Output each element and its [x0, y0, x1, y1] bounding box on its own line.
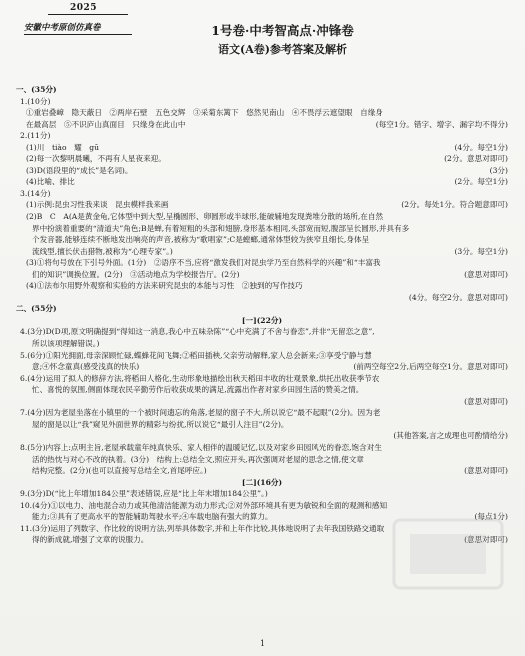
answer-text: 在最高层 ⑤不识庐山真面目 只缘身在此山中	[26, 119, 186, 129]
scoring-note: (4分。每空2分。意思对即可)	[408, 292, 508, 302]
answer-line	[16, 430, 508, 442]
answer-text: 8.(5分)内容上:点明主旨,老屋承载童年纯真快乐、家人相伴的温暖记忆,以及对家乡田园风光的眷恋,饱含对生	[20, 442, 382, 452]
answer-content	[16, 84, 508, 546]
answer-line	[16, 373, 508, 385]
scoring-note: (意思对即可)	[464, 396, 508, 406]
answer-line	[16, 257, 508, 269]
scoring-note: (2分。每处1分。符合题意即可)	[401, 200, 508, 210]
answer-line	[16, 419, 508, 431]
page-number: 1	[259, 639, 266, 648]
answer-line	[16, 84, 508, 96]
answer-line	[16, 211, 508, 223]
answer-line	[16, 350, 508, 362]
scoring-note: (每空1分。错字、增字、漏字均不得分)	[375, 119, 508, 129]
answer-text: 11.(3分)运用了列数字、作比较的说明方法,列举具体数字,并和上年作比较,具体地说明了去年我国铁路交通取	[20, 523, 385, 533]
answer-text: (1)川 tiào 耀 gū	[26, 142, 100, 152]
answer-text: ①重岩叠嶂 隐天蔽日 ②两岸石壁 五色交辉 ③采菊东篱下 悠然见南山 ④不畏浮云遮望眼 自缘身	[26, 108, 383, 118]
answer-line	[16, 107, 508, 119]
answer-text: 能力;③具有了更高水平的智能辅助驾驶水平;④车载电脑有强大的算力。	[32, 512, 273, 522]
answer-line	[16, 176, 508, 188]
scoring-note: (意思对即可)	[464, 269, 508, 279]
answer-line	[16, 234, 508, 246]
answer-line	[16, 292, 508, 304]
answer-line	[16, 488, 508, 500]
scoring-note: (2分。意思对即可)	[444, 154, 508, 164]
answer-line	[16, 269, 508, 281]
answer-line	[16, 396, 508, 408]
series-name: 安徽中考原创仿真卷	[24, 23, 101, 33]
answer-line	[16, 188, 508, 200]
answer-text: 3.(14分)	[20, 188, 51, 198]
answer-text: 活的热忱与对心不改的执着。(3分) 结构上:总结全文,照应开头,再次强调对老屋的思念之情,使文章	[32, 454, 364, 464]
header-rule	[48, 14, 128, 15]
answer-line	[16, 303, 508, 315]
answer-line	[16, 199, 508, 211]
answer-line	[16, 361, 508, 373]
answer-line	[16, 119, 508, 131]
answer-text: 4.(3分)D(D项,原文明确提到“得知这一消息,我心中五味杂陈”“心中充满了不舍与眷恋”,并非“无留恋之意”,	[20, 327, 375, 337]
answer-text: (1)示例:昆虫习性我来谈 昆虫模样我来画	[26, 200, 169, 210]
scoring-note: (每点1分)	[474, 512, 508, 522]
answer-text: 6.(4分)运用了拟人的修辞方法,将稻田人格化,生动形象地描绘出秋天稻田丰收的壮观景象,烘托出收获季节农	[20, 373, 380, 383]
answer-text: 忙、喜悦的氛围,侧面体现农民辛勤劳作后收获成果的满足,流露出作者对家乡田园生活的赞美之情。	[32, 385, 364, 395]
answer-line	[16, 338, 508, 350]
answer-text: 2.(11分)	[20, 131, 51, 141]
year-label: 2025	[70, 3, 98, 13]
scoring-note: (意思对即可)	[464, 466, 508, 476]
answer-line	[16, 500, 508, 512]
answer-text: 所以该项理解错误。)	[32, 339, 100, 349]
answer-text: (4)比喻、排比	[26, 177, 75, 187]
answer-line	[16, 223, 508, 235]
answer-text: 二、(55分)	[16, 304, 57, 314]
scoring-note: (3分)	[489, 165, 508, 175]
answer-line	[16, 477, 508, 489]
answer-text: 7.(4分)因为老屋坐落在小镇里的一个被时间遗忘的角落,老屋的窗子不大,所以说它“最不起眼”(2分)。因为老	[20, 408, 381, 418]
answer-text: (4)①法布尔用野外观察和实验的方法来研究昆虫的本能与习性 ②独到的写作技巧	[26, 281, 303, 291]
watermark-stamp	[388, 514, 508, 594]
answer-text: 意;④怀念童真(感受浅真的快乐)	[32, 362, 140, 372]
answer-text: (3)①将句号放在下引号外面。(1分) ②语序不当,应将“激发我们对昆虫学乃至自然科学的兴趣”和“丰富我	[26, 258, 381, 268]
page-subtitle: 语文(A卷)参考答案及解析	[218, 43, 347, 56]
answer-line	[16, 442, 508, 454]
answer-line	[16, 315, 508, 327]
answer-text: 界中扮演着重要的“清道夫”角色;B是蝉,有着短粗的头部和翅膀,身形基本相同,头部宽而短,腹部呈长圆形,并具有多	[32, 223, 410, 233]
answer-line	[16, 465, 508, 477]
answer-text: 5.(6分)①阳光拥面,母亲深顾忙碌,蝶蜂花间飞舞;②稻田插秧,父亲劳动解释,家人总会新来;③享受宁静与慧	[20, 350, 372, 360]
answer-text: 个发音器,能够连续不断地发出响亮的声音,被称为“歌唱家”;C是螳螂,通常体型较为狭窄且细长,身体呈	[32, 235, 370, 245]
answer-line	[16, 165, 508, 177]
answer-text: 结构完整。(2分)(也可以直接写总结全文,首尾呼应。)	[32, 466, 207, 476]
answer-text: 1.(10分)	[20, 96, 51, 106]
answer-line	[16, 246, 508, 258]
answer-text: 一、(35分)	[16, 85, 57, 94]
answer-text: 们的知识”调换位置。(2分) ③活动地点为学校报告厅。(2分)	[32, 269, 240, 279]
answer-text: [二](16分)	[241, 477, 283, 487]
answer-text: 得的新成就,增强了文章的说服力。	[32, 535, 149, 545]
answer-line	[16, 153, 508, 165]
scoring-note: (2分。每空1分)	[454, 177, 508, 187]
answer-text: 9.(3分)D(“比上年增加184公里”表述错误,应是“比上年末增加184公里”。)	[20, 489, 268, 499]
scoring-note: (意思对即可)	[464, 535, 508, 545]
answer-text: [一](22分)	[241, 315, 283, 325]
answer-line	[16, 96, 508, 108]
answer-line	[16, 407, 508, 419]
answer-text: (3)D(语段里的“成长”是名词)。	[26, 165, 133, 175]
answer-text: (2)每一次黎明晨曦，不再有人星夜来迎。	[26, 154, 166, 164]
answer-line	[16, 384, 508, 396]
answer-line	[16, 326, 508, 338]
answer-text: 流线型,擅长伏击猎物,被称为“心理专家”。)	[32, 246, 173, 256]
answer-text: 屋的窗是以让“我”窥见外面世界的精彩与纷扰,所以说它“最引人注目”(2分)。	[32, 419, 289, 429]
answer-line	[16, 142, 508, 154]
answer-text: 10.(4分)①以电力、油电混合动力或其他清洁能源为动力形式;②对外部环境具有更为敏锐和全面的观测和感知	[20, 500, 388, 510]
scoring-note: (4分。每空1分)	[454, 142, 508, 152]
answer-line	[16, 130, 508, 142]
scoring-note: (前两空每空2分,后两空每空1分。意思对即可)	[353, 362, 508, 372]
scoring-note: (其他答案,言之成理也可酌情给分)	[393, 431, 508, 441]
scoring-note: (3分。每空1分)	[454, 246, 508, 256]
answer-line	[16, 454, 508, 466]
page-title: 1号卷·中考智高点·冲锋卷	[211, 23, 354, 38]
answer-text: (2)B C A(A是黄金龟,它体型中到大型,呈椭圆形、卵圆形或半球形,能破辅地发现粪堆分散的场所,在自然	[26, 212, 384, 222]
answer-line	[16, 280, 508, 292]
